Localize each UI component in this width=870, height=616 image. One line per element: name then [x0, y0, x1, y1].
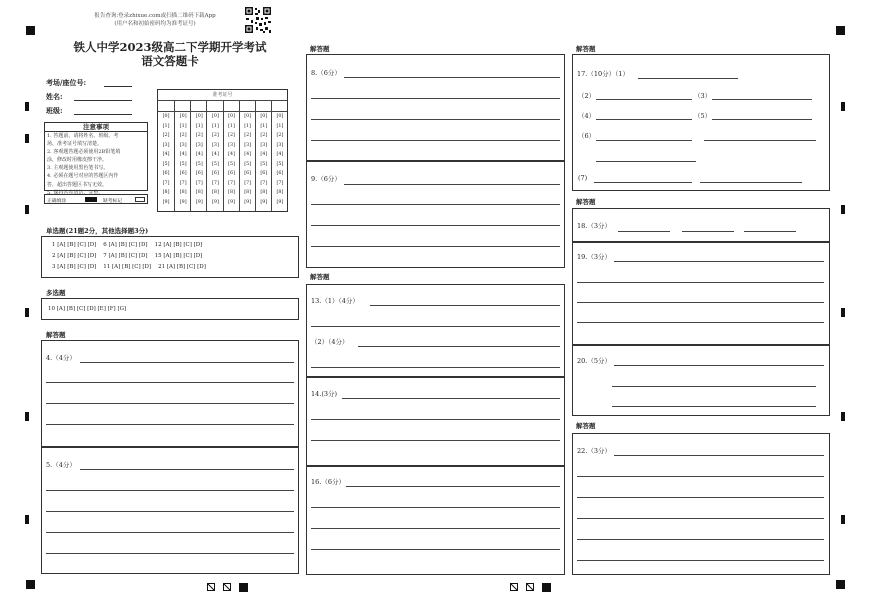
single-choice-row[interactable]: 3 [A] [B] [C] [D] 11 [A] [B] [C] [D] 21 [A] [B] [C] [D]: [52, 264, 206, 270]
answer-line[interactable]: [311, 204, 560, 205]
answer-line[interactable]: [577, 560, 824, 561]
q17-2-label: （2）: [578, 92, 596, 100]
answer-line[interactable]: [577, 476, 824, 477]
answer-line[interactable]: [344, 77, 560, 78]
q17-6-label: （6）: [578, 132, 596, 140]
notice-line: 涂，修改时用橡皮擦干净。: [47, 157, 108, 164]
answer-line[interactable]: [311, 98, 560, 99]
notice-line: 5. 保持答卷清洁、完整。: [47, 189, 104, 196]
side-mark: [25, 515, 29, 524]
exam-id-digit[interactable]: [9]: [260, 199, 268, 205]
q14-label: 14.(3分): [311, 390, 338, 398]
col3-answer-title1: 解答题: [576, 45, 596, 53]
exam-id-digit[interactable]: [3]: [260, 142, 268, 148]
page-marker-slash: [526, 583, 534, 591]
notice-line: 4. 必须在题号对应的答题区内作: [47, 173, 119, 180]
answer-line[interactable]: [612, 406, 816, 407]
exam-id-digit[interactable]: [8]: [179, 190, 187, 195]
exam-id-digit[interactable]: [7]: [260, 180, 268, 186]
name-field[interactable]: [74, 92, 132, 101]
class-field[interactable]: [74, 106, 132, 115]
q5-label: 5.（4分）: [46, 461, 76, 469]
exam-id-column[interactable]: [206, 100, 222, 211]
exam-id-digit[interactable]: [9]: [228, 199, 235, 205]
exam-id-column[interactable]: [239, 100, 255, 211]
answer-line[interactable]: [700, 182, 802, 183]
answer-line[interactable]: [358, 346, 560, 347]
exam-id-digit[interactable]: [8]: [276, 190, 284, 195]
notice-line: 2. 客观题答题必须使用2B铅笔填: [47, 149, 121, 156]
q20-label: 20.（5分）: [577, 357, 611, 365]
exam-id-digit[interactable]: [5]: [212, 161, 219, 167]
exam-id-digit[interactable]: [1]: [195, 123, 203, 129]
exam-id-digit[interactable]: [2]: [179, 133, 187, 138]
exam-room-field[interactable]: [104, 78, 132, 87]
answer-line[interactable]: [594, 182, 692, 183]
exam-id-digit[interactable]: [5]: [228, 161, 235, 167]
name-label: 姓名:: [46, 92, 63, 101]
exam-id-digit[interactable]: [0]: [260, 114, 268, 119]
exam-id-digit[interactable]: [7]: [195, 180, 203, 186]
answer-line[interactable]: [704, 140, 816, 141]
exam-id-digit[interactable]: [8]: [260, 190, 268, 195]
side-mark: [841, 308, 845, 317]
side-mark: [25, 134, 29, 143]
exam-id-digit[interactable]: [6]: [179, 171, 187, 176]
answer-line[interactable]: [311, 246, 560, 247]
col2-answer-title2: 解答题: [310, 273, 330, 281]
answer-line[interactable]: [311, 140, 560, 141]
answer-line[interactable]: [712, 119, 812, 120]
exam-id-digit[interactable]: [8]: [244, 190, 252, 195]
answer-line[interactable]: [46, 532, 294, 533]
q18-label: 18.（3分）: [577, 222, 611, 230]
corner-mark-tr: [836, 26, 845, 35]
exam-id-digit[interactable]: [6]: [195, 171, 203, 176]
answer-line[interactable]: [346, 486, 560, 487]
exam-id-column[interactable]: [190, 100, 206, 211]
exam-id-digit[interactable]: [2]: [228, 133, 235, 138]
exam-id-digit[interactable]: [7]: [244, 180, 252, 186]
notice-line: 1. 答题前，请将姓名、班级、考: [47, 133, 119, 139]
answer-line[interactable]: [311, 440, 560, 441]
answer-line[interactable]: [577, 518, 824, 519]
exam-id-column[interactable]: [271, 100, 287, 211]
exam-id-digit[interactable]: [7]: [228, 180, 235, 186]
answer-line[interactable]: [596, 161, 696, 162]
q9-label: 9.（6分）: [311, 175, 341, 183]
exam-id-digit[interactable]: [9]: [212, 199, 219, 205]
exam-id-digit[interactable]: [1]: [212, 123, 219, 129]
col3-answer-title3: 解答题: [576, 422, 596, 430]
q8-answer-box[interactable]: [306, 54, 565, 161]
answer-line[interactable]: [46, 553, 294, 554]
answer-line[interactable]: [577, 322, 824, 323]
answer-line[interactable]: [311, 367, 560, 368]
notice-line: 答，超出答题区书写无效。: [47, 181, 108, 188]
exam-id-digit[interactable]: [0]: [212, 114, 219, 119]
q17-5-label: （5）: [694, 112, 712, 120]
exam-id-digit[interactable]: [0]: [228, 114, 235, 119]
exam-id-digit[interactable]: [6]: [260, 171, 268, 176]
page-title: [50, 40, 290, 68]
exam-id-column[interactable]: [174, 100, 190, 211]
exam-id-digit[interactable]: [6]: [212, 171, 219, 176]
answer-line[interactable]: [614, 261, 824, 262]
answer-line[interactable]: [46, 511, 294, 512]
answer-line[interactable]: [342, 398, 560, 399]
exam-id-digit[interactable]: [0]: [179, 114, 187, 119]
answer-line[interactable]: [311, 326, 560, 327]
exam-id-digit[interactable]: [2]: [162, 133, 170, 138]
exam-id-digit[interactable]: [1]: [162, 123, 170, 129]
side-mark: [841, 205, 845, 214]
answer-line[interactable]: [46, 403, 294, 404]
exam-id-digit[interactable]: [3]: [244, 142, 252, 148]
exam-id-digit[interactable]: [9]: [244, 199, 252, 205]
answer-line[interactable]: [596, 99, 692, 100]
q17-label: 17.（10分）（1）: [577, 70, 629, 78]
exam-id-digit[interactable]: [4]: [260, 152, 268, 157]
q17-4-label: （4）: [578, 112, 596, 120]
corner-mark-br: [836, 580, 845, 589]
answer-line[interactable]: [311, 507, 560, 508]
side-mark: [841, 515, 845, 524]
exam-id-digit[interactable]: [5]: [260, 161, 268, 167]
q17-7-label: (7): [578, 174, 588, 182]
page-marker-slash: [510, 583, 518, 591]
exam-id-digit[interactable]: [4]: [276, 152, 284, 157]
exam-id-label: 准考证号: [212, 92, 233, 98]
col2-answer-title1: 解答题: [310, 45, 330, 53]
answer-line[interactable]: [80, 469, 294, 470]
page-marker-slash: [207, 583, 215, 591]
answer-line[interactable]: [596, 140, 692, 141]
answer-line[interactable]: [311, 419, 560, 420]
exam-id-digit[interactable]: [0]: [276, 114, 284, 119]
q13-2-label: （2）（4分）: [311, 338, 349, 346]
fill-legend: [44, 194, 148, 204]
exam-id-digit[interactable]: [2]: [260, 133, 268, 138]
side-mark: [25, 412, 29, 421]
exam-id-digit[interactable]: [9]: [195, 199, 203, 205]
exam-id-digit[interactable]: [0]: [195, 114, 203, 119]
exam-id-digit[interactable]: [6]: [162, 171, 170, 176]
exam-id-digit[interactable]: [1]: [260, 123, 268, 129]
exam-id-digit[interactable]: [8]: [228, 190, 235, 195]
answer-line[interactable]: [46, 382, 294, 383]
answer-line[interactable]: [596, 119, 692, 120]
exam-id-digit[interactable]: [3]: [179, 142, 187, 148]
exam-id-digit[interactable]: [8]: [195, 190, 203, 195]
qr-code-icon: [244, 6, 272, 34]
side-mark: [25, 308, 29, 317]
answer-line[interactable]: [311, 119, 560, 120]
exam-id-digit[interactable]: [8]: [212, 190, 219, 195]
title-line1: 铁人中学2023级高二下学期开学考试: [73, 40, 267, 54]
answer-line[interactable]: [370, 305, 560, 306]
multi-choice-title: 多选题: [46, 289, 66, 297]
side-mark: [841, 102, 845, 111]
answer-line[interactable]: [311, 528, 560, 529]
exam-id-digit[interactable]: [4]: [244, 152, 252, 157]
answer-line[interactable]: [80, 362, 294, 363]
corner-mark-bl: [26, 580, 35, 589]
answer-line[interactable]: [682, 231, 734, 232]
q4-answer-box[interactable]: [41, 340, 299, 447]
answer-line[interactable]: [46, 490, 294, 491]
absent-mark-label: 缺考标记: [103, 198, 123, 204]
exam-id-digit[interactable]: [5]: [244, 161, 252, 167]
absent-mark-box[interactable]: [135, 197, 145, 202]
side-mark: [841, 412, 845, 421]
corner-mark-tl: [26, 26, 35, 35]
exam-room-label: 考场/座位号:: [46, 78, 87, 87]
notice-title: 注意事项: [83, 123, 109, 131]
exam-id-digit[interactable]: [0]: [162, 114, 170, 119]
side-mark: [25, 102, 29, 111]
answer-line[interactable]: [311, 225, 560, 226]
exam-id-digit[interactable]: [4]: [162, 152, 170, 157]
q13-1-label: 13.（1）（4分）: [311, 297, 359, 305]
exam-id-digit[interactable]: [5]: [276, 161, 284, 167]
notice-line: 场、准考证号填写清楚。: [47, 141, 103, 148]
exam-id-digit[interactable]: [2]: [195, 133, 203, 138]
single-choice-row[interactable]: 1 [A] [B] [C] [D] 6 [A] [B] [C] [D] 12 [A] [B] [C] [D]: [52, 242, 203, 248]
exam-id-digit[interactable]: [5]: [179, 161, 187, 167]
exam-id-digit[interactable]: [9]: [179, 199, 187, 205]
q19-label: 19.（3分）: [577, 253, 611, 261]
exam-id-digit[interactable]: [7]: [162, 180, 170, 186]
q4-label: 4.（4分）: [46, 354, 76, 362]
exam-id-digit[interactable]: [7]: [212, 180, 219, 186]
exam-id-digit[interactable]: [2]: [212, 133, 219, 138]
answer-line[interactable]: [614, 455, 824, 456]
correct-fill-label: 正确填涂: [47, 198, 67, 204]
exam-id-digit[interactable]: [3]: [212, 142, 219, 148]
exam-id-digit[interactable]: [2]: [244, 133, 252, 138]
notice-box: [44, 122, 148, 196]
report-note-line1: 报告查询:登录zhixue.com或扫描二维码下载App: [94, 13, 216, 19]
exam-id-digit[interactable]: [1]: [244, 123, 252, 129]
col1-answer-title: 解答题: [46, 331, 66, 339]
q14-answer-box[interactable]: [306, 377, 565, 466]
exam-id-grid: [157, 89, 288, 212]
answer-line[interactable]: [638, 78, 738, 79]
notice-line: 3. 主观题使用黑色笔书写。: [47, 165, 109, 172]
answer-line[interactable]: [712, 99, 812, 100]
report-note: [60, 12, 250, 28]
single-choice-row[interactable]: 2 [A] [B] [C] [D] 7 [A] [B] [C] [D] 15 [A] [B] [C] [D]: [52, 253, 203, 259]
q9-answer-box[interactable]: [306, 161, 565, 268]
answer-line[interactable]: [311, 549, 560, 550]
answer-line[interactable]: [344, 184, 560, 185]
answer-line[interactable]: [614, 365, 824, 366]
q16-label: 16.（6分）: [311, 478, 345, 486]
exam-id-digit[interactable]: [7]: [276, 180, 284, 186]
answer-line[interactable]: [46, 424, 294, 425]
report-note-line2: (用户名和初始密码均为准考证号): [114, 21, 196, 27]
exam-id-digit[interactable]: [1]: [276, 123, 284, 129]
exam-id-digit[interactable]: [6]: [228, 171, 235, 176]
answer-line[interactable]: [744, 231, 796, 232]
exam-id-digit[interactable]: [3]: [276, 142, 284, 148]
exam-id-digit[interactable]: [7]: [179, 180, 187, 186]
exam-id-digit[interactable]: [9]: [162, 199, 170, 205]
class-label: 班级:: [46, 106, 63, 115]
exam-id-digit[interactable]: [4]: [212, 152, 219, 157]
exam-id-digit[interactable]: [3]: [162, 142, 170, 148]
answer-line[interactable]: [618, 231, 670, 232]
single-choice-title: 单选题(21题2分，其他选择题3分): [46, 227, 149, 235]
exam-id-digit[interactable]: [2]: [276, 133, 284, 138]
page-marker-filled: [542, 583, 551, 592]
exam-id-digit[interactable]: [4]: [228, 152, 235, 157]
answer-line[interactable]: [577, 302, 824, 303]
multi-choice-row[interactable]: 10 [A] [B] [C] [D] [E] [F] [G]: [48, 306, 127, 312]
exam-id-digit[interactable]: [8]: [162, 190, 170, 195]
exam-id-digit[interactable]: [9]: [276, 199, 284, 205]
q17-3-label: （3）: [694, 92, 712, 100]
exam-id-column[interactable]: [223, 100, 239, 211]
answer-line[interactable]: [577, 539, 824, 540]
exam-id-digit[interactable]: [0]: [244, 114, 252, 119]
answer-line[interactable]: [577, 282, 824, 283]
exam-id-digit[interactable]: [3]: [228, 142, 235, 148]
answer-line[interactable]: [577, 497, 824, 498]
single-choice-box: [41, 236, 299, 278]
exam-id-digit[interactable]: [1]: [228, 123, 235, 129]
col3-answer-title2: 解答题: [576, 198, 596, 206]
q22-label: 22.（3分）: [577, 447, 611, 455]
exam-id-digit[interactable]: [5]: [195, 161, 203, 167]
exam-id-digit[interactable]: [4]: [195, 152, 203, 157]
correct-fill-sample: [85, 197, 97, 202]
q8-label: 8.（6分）: [311, 69, 341, 77]
exam-id-column[interactable]: [255, 100, 271, 211]
exam-id-digit[interactable]: [6]: [244, 171, 252, 176]
exam-id-digit[interactable]: [3]: [195, 142, 203, 148]
multi-choice-box: [41, 298, 299, 320]
side-mark: [25, 205, 29, 214]
page-marker-slash: [223, 583, 231, 591]
exam-id-digit[interactable]: [5]: [162, 161, 170, 167]
exam-id-digit[interactable]: [4]: [179, 152, 187, 157]
answer-line[interactable]: [612, 386, 816, 387]
exam-id-digit[interactable]: [1]: [179, 123, 187, 129]
exam-id-digit[interactable]: [6]: [276, 171, 284, 176]
exam-id-column[interactable]: [158, 100, 174, 211]
page-marker-filled: [239, 583, 248, 592]
title-line2: 语文答题卡: [141, 54, 199, 68]
